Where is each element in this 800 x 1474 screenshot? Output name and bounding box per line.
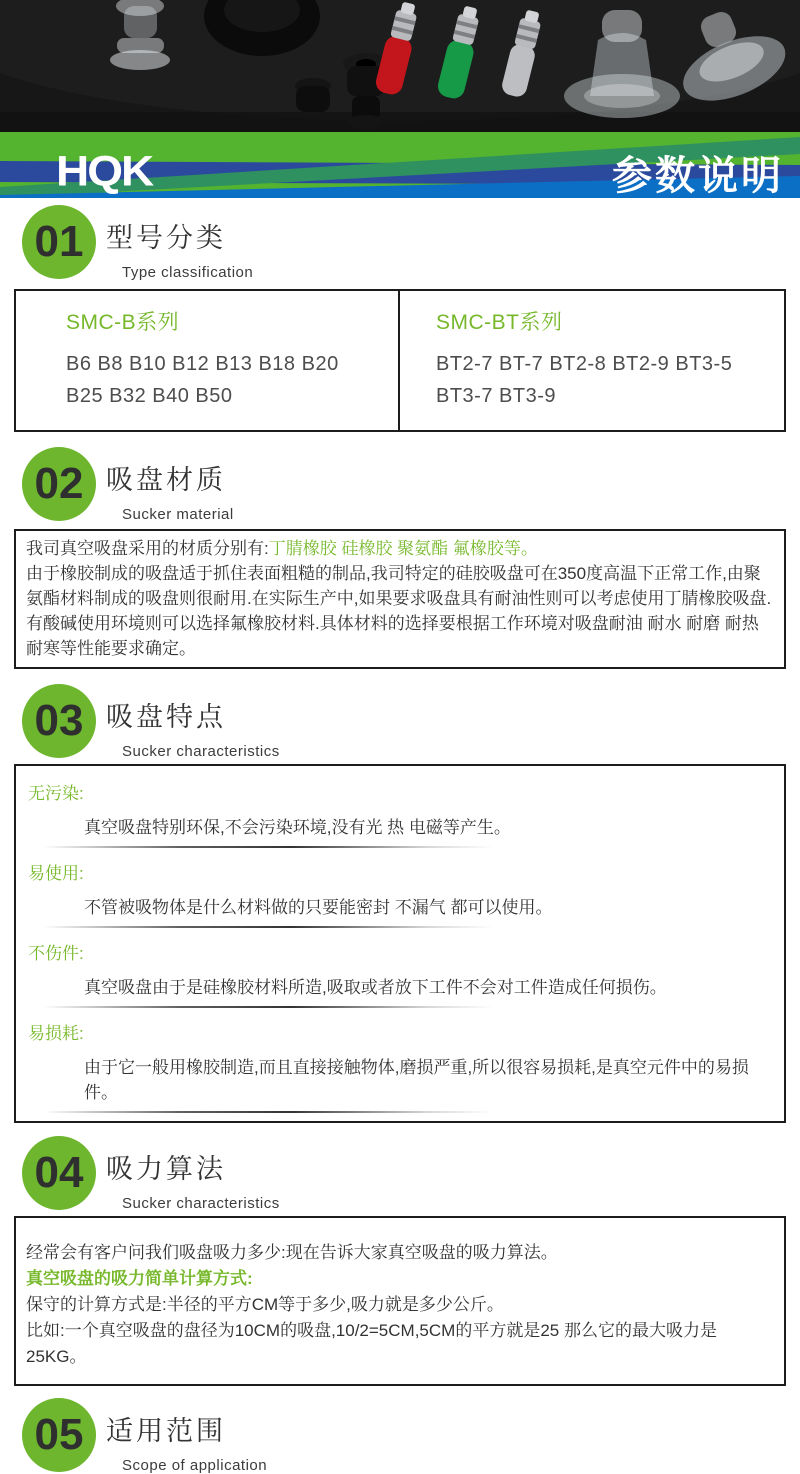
- section-title: 吸盘特点: [106, 702, 226, 732]
- section-subtitle: Sucker characteristics: [122, 743, 280, 760]
- feature-divider: [44, 1111, 494, 1113]
- material-types-text: 丁腈橡胶 硅橡胶 聚氨酯 氟橡胶等。: [268, 539, 538, 558]
- feature-description: 真空吸盘特别环保,不会污染环境,没有光 热 电磁等产生。: [84, 818, 511, 837]
- force-line-4: 比如:一个真空吸盘的盘径为10CM的吸盘,10/2=5CM,5CM的平方就是25 那么它的最大吸力是25KG。: [26, 1321, 717, 1366]
- force-line-3: 保守的计算方式是:半径的平方CM等于多少,吸力就是多少公斤。: [26, 1295, 504, 1314]
- suction-cups-photo: [0, 0, 800, 132]
- series-b-models-line1: B6 B8 B10 B12 B13 B18 B20: [66, 353, 339, 375]
- black-funnel: [295, 78, 331, 112]
- section-header-type-classification: [0, 205, 800, 281]
- feature-divider: [44, 846, 494, 848]
- feature-description: 由于它一般用橡胶制造,而且直接接触物体,磨损严重,所以很容易损耗,是真空元件中的易损件。: [84, 1058, 749, 1102]
- section-number-badge: 01: [22, 205, 96, 279]
- section-subtitle: Sucker characteristics: [122, 1195, 280, 1212]
- section-subtitle: Type classification: [122, 264, 254, 281]
- section-header-scope-of-application: [0, 1398, 800, 1474]
- feature-item: [26, 939, 774, 1008]
- section-number-badge: 03: [22, 684, 96, 758]
- section-title: 型号分类: [106, 223, 226, 253]
- product-photo-banner: [0, 0, 800, 132]
- section-title: 适用范围: [106, 1416, 226, 1446]
- type-classification-table: [14, 289, 786, 432]
- section-header-sucker-material: [0, 447, 800, 523]
- feature-description: 不管被吸物体是什么材料做的只要能密封 不漏气 都可以使用。: [84, 898, 553, 917]
- series-bt-models-line2: BT3-7 BT3-9: [436, 385, 556, 407]
- section-header-sucker-characteristics: [0, 684, 800, 760]
- feature-label: 易损耗:: [28, 1024, 84, 1043]
- feature-label: 无污染:: [28, 784, 84, 803]
- feature-item: [26, 859, 774, 928]
- force-calculation-box: [14, 1216, 786, 1386]
- section-header-suction-force: [0, 1136, 800, 1212]
- section-number-badge: 02: [22, 447, 96, 521]
- features-box: [14, 764, 786, 1123]
- section-title: 吸盘材质: [106, 465, 226, 495]
- brand-logo: HQK: [56, 147, 153, 195]
- series-bt-models-line1: BT2-7 BT-7 BT2-8 BT2-9 BT3-5: [436, 353, 733, 375]
- section-number-badge: 04: [22, 1136, 96, 1210]
- material-description-box: [14, 529, 786, 669]
- feature-label: 易使用:: [28, 864, 84, 883]
- series-b-models-line2: B25 B32 B40 B50: [66, 385, 233, 407]
- section-title: 吸力算法: [106, 1154, 226, 1184]
- series-b-title: SMC-B系列: [66, 311, 180, 334]
- material-body-text: 由于橡胶制成的吸盘适于抓住表面粗糙的制品,我司特定的硅胶吸盘可在350度高温下正常工作,由聚氨酯材料制成的吸盘则很耐用.在实际生产中,如果要求吸盘具有耐油性则可以考虑使用丁腈橡胶吸盘.有酸碱使用环境则可以选择氟橡胶材料.具体材料的选择要根据工作环境对吸盘耐油 耐水 耐磨 耐热 耐寒等性能要求确定。: [26, 564, 772, 658]
- page-title: 参数说明: [612, 154, 784, 198]
- section-subtitle: Scope of application: [122, 1457, 268, 1474]
- feature-divider: [44, 1006, 494, 1008]
- force-line-1: 经常会有客户问我们吸盘吸力多少:现在告诉大家真空吸盘的吸力算法。: [26, 1243, 558, 1262]
- series-bt-cell: [400, 291, 784, 430]
- material-intro-line: [26, 536, 774, 561]
- material-intro-text: 我司真空吸盘采用的材质分别有:: [26, 539, 269, 558]
- feature-item: [26, 779, 774, 848]
- force-line-2: 真空吸盘的吸力简单计算方式:: [26, 1269, 253, 1288]
- feature-label: 不伤件:: [28, 944, 84, 963]
- series-b-cell: [16, 291, 400, 430]
- feature-item: [26, 1019, 774, 1113]
- section-subtitle: Sucker material: [122, 506, 234, 523]
- feature-description: 真空吸盘由于是硅橡胶材料所造,吸取或者放下工件不会对工件造成任何损伤。: [84, 978, 667, 997]
- series-bt-title: SMC-BT系列: [436, 311, 563, 334]
- feature-divider: [44, 926, 494, 928]
- brand-header-band: [0, 132, 800, 198]
- section-number-badge: 05: [22, 1398, 96, 1472]
